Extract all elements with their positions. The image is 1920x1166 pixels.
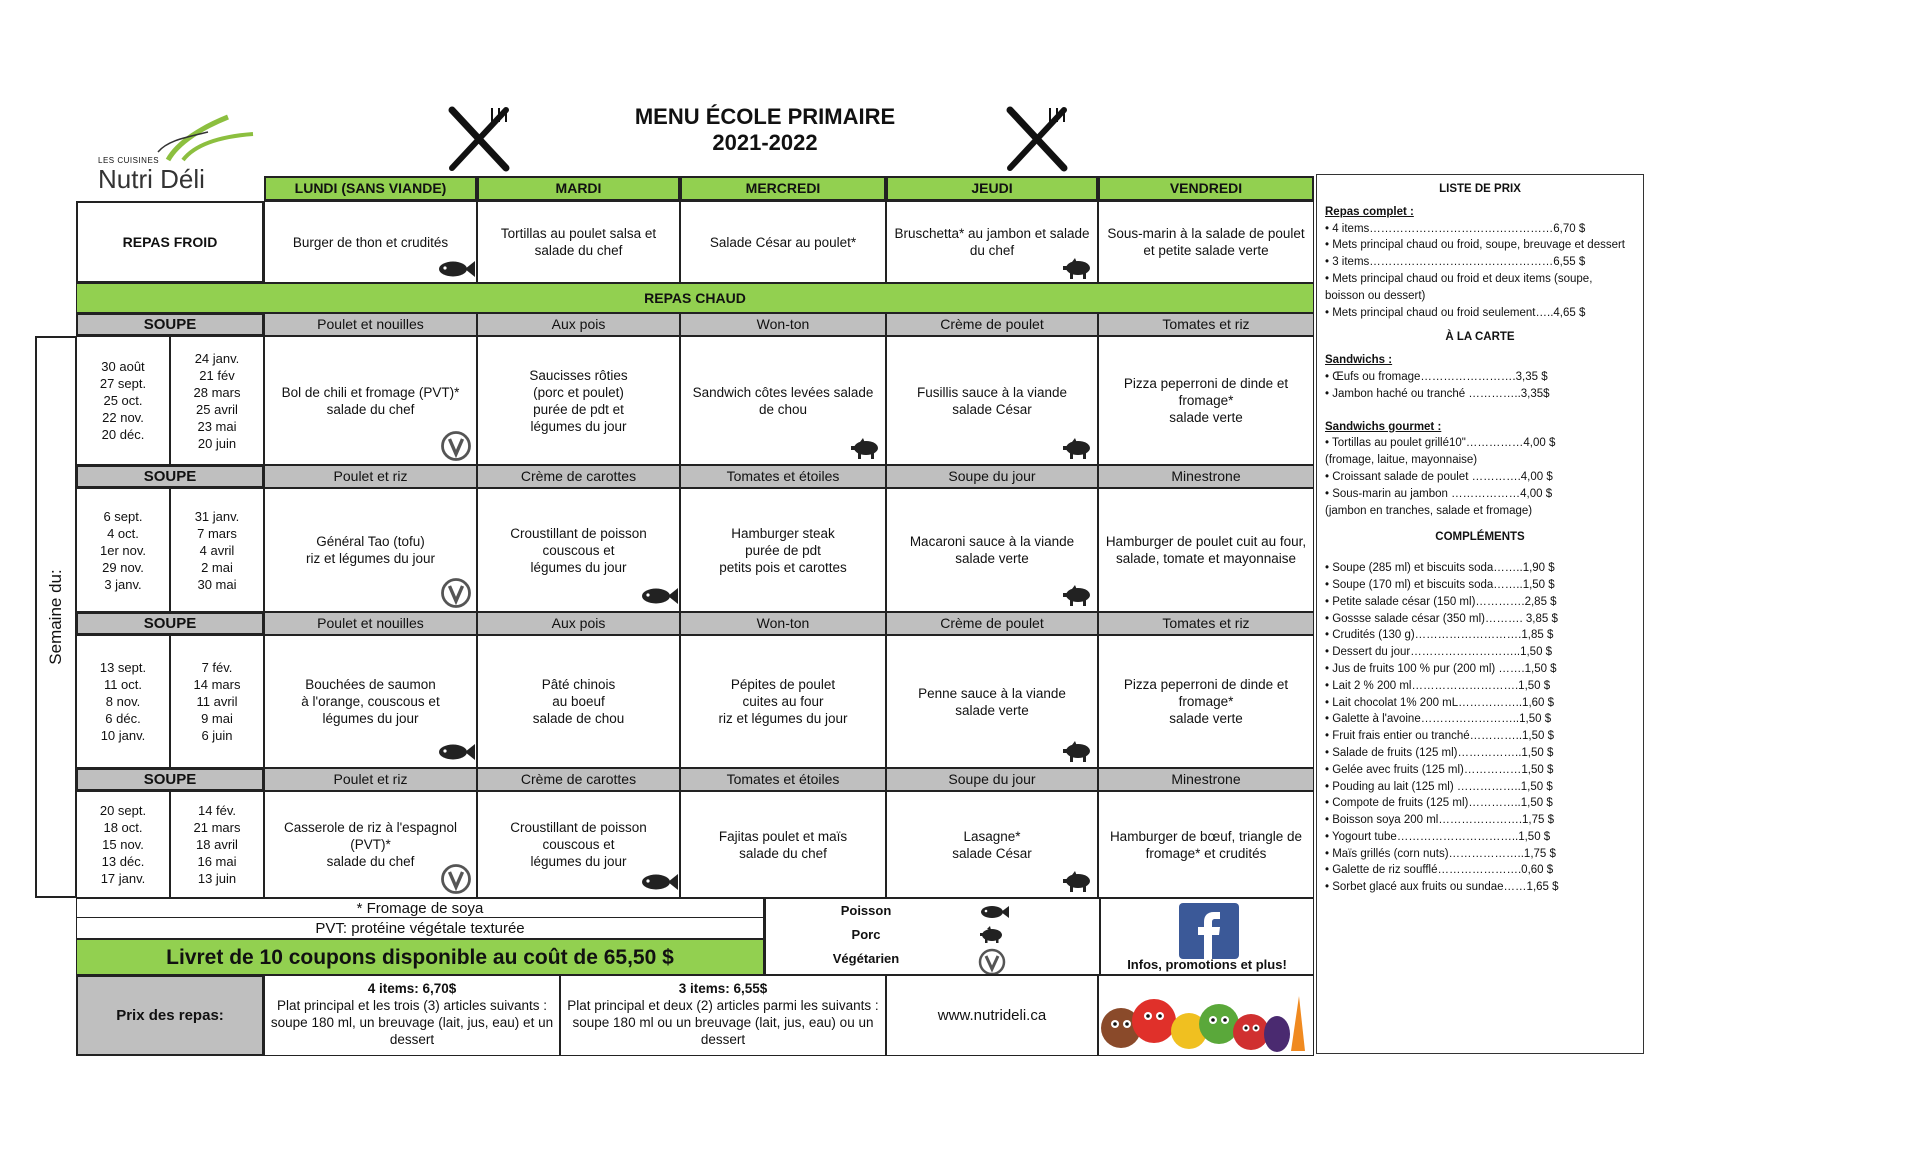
soup-of-day: Soupe du jour [886, 768, 1098, 791]
price-line: • Mets principal chaud ou froid et deux items (soupe, boisson ou dessert) [1325, 272, 1593, 302]
cold-meal-item [477, 201, 680, 283]
price-line: • Jus de fruits 100 % pur (200 ml) …….1,50 $ [1325, 662, 1557, 675]
soup-of-day: Crème de poulet [886, 313, 1098, 336]
pig-icon [978, 926, 1006, 944]
meal-name: Croustillant de poisson couscous et légumes du jour [510, 820, 647, 869]
price-list-panel [1316, 174, 1644, 1054]
meal-name: Fajitas poulet et maïs salade du chef [718, 828, 848, 861]
facebook-caption: Infos, promotions et plus! [1127, 957, 1287, 972]
hot-meal-item [477, 336, 680, 465]
day-header: MERCREDI [680, 176, 886, 201]
website-link[interactable]: www.nutrideli.ca [886, 975, 1098, 1056]
cold-meal-item [1098, 201, 1314, 283]
pig-icon [1061, 741, 1095, 763]
hot-meal-item [264, 336, 477, 465]
soup-row-label: SOUPE [76, 465, 264, 488]
meal-name: Fusillis sauce à la viande salade César [916, 384, 1068, 417]
week-dates-fall: 20 sept. 18 oct. 15 nov. 13 déc. 17 janv. [76, 791, 170, 898]
price-line: • Pouding au lait (125 ml) ……………..1,50 $ [1325, 780, 1553, 793]
complements-heading: COMPLÉMENTS [1435, 531, 1525, 544]
vegetable-characters-illustration [1099, 976, 1313, 1055]
hot-meal-banner: REPAS CHAUD [76, 283, 1314, 313]
gourmet-sandwiches-heading: Sandwichs gourmet : [1325, 420, 1442, 433]
soup-of-day: Poulet et riz [264, 465, 477, 488]
soup-of-day: Poulet et nouilles [264, 313, 477, 336]
price-line: • Galette de riz soufflé………………….0,60 $ [1325, 864, 1554, 877]
a-la-carte-heading: À LA CARTE [1445, 331, 1515, 344]
pig-icon [849, 438, 883, 460]
meal-name: Saucisses rôties (porc et poulet) purée de pdt et légumes du jour [529, 367, 628, 434]
pvt-note: PVT: protéine végétale texturée [76, 917, 764, 939]
price-line: • Crudités (130 g)……………………….1,85 $ [1325, 629, 1554, 642]
price-line: • Fruit frais entier ou tranché…………..1,50 $ [1325, 730, 1555, 743]
soup-of-day: Won-ton [680, 612, 886, 635]
soup-of-day: Minestrone [1098, 465, 1314, 488]
soup-of-day: Tomates et étoiles [680, 768, 886, 791]
soup-of-day: Tomates et étoiles [680, 465, 886, 488]
meal-name: Pépites de poulet cuites au four riz et légumes du jour [718, 677, 848, 726]
week-of-label: Semaine du: [35, 336, 77, 898]
day-header: MARDI [477, 176, 680, 201]
meal-price-label: Prix des repas: [76, 975, 264, 1056]
utensils-icon [444, 104, 514, 174]
legend-pork-label: Porc [851, 927, 881, 942]
week-dates-fall: 30 août 27 sept. 25 oct. 22 nov. 20 déc. [76, 336, 170, 465]
meal-name: Macaroni sauce à la viande salade verte [909, 534, 1075, 566]
complete-meal-heading: Repas complet : [1325, 205, 1414, 218]
vegetarian-icon [440, 863, 472, 895]
pig-icon [1061, 871, 1095, 893]
price-line: • Œufs ou fromage…………………….3,35 $ [1325, 370, 1548, 383]
legend-veg-label: Végétarien [832, 951, 900, 966]
hot-meal-item [264, 488, 477, 612]
soup-of-day: Crème de carottes [477, 465, 680, 488]
price-line: • Jambon haché ou tranché …………..3,35$ [1325, 387, 1550, 400]
facebook-promo[interactable] [1100, 898, 1314, 975]
soup-of-day: Aux pois [477, 612, 680, 635]
cold-meal-item [264, 201, 477, 283]
hot-meal-item [680, 635, 886, 768]
meal-name: Tortillas au poulet salsa et salade du chef [500, 226, 657, 258]
price-line: • Sorbet glacé aux fruits ou sundae……1,65 $ [1325, 881, 1559, 894]
fish-icon [639, 585, 679, 607]
vegetable-characters-image [1098, 975, 1314, 1056]
price-line: • 4 items…………………………………………6,70 $ [1325, 222, 1586, 235]
hot-meal-item [477, 791, 680, 898]
fish-icon [436, 741, 476, 763]
price-line: • Lait 2 % 200 ml……………………….1,50 $ [1325, 679, 1551, 692]
soup-row-label: SOUPE [76, 313, 264, 336]
utensils-icon [1002, 104, 1072, 174]
hot-meal-item [264, 635, 477, 768]
day-header: LUNDI (SANS VIANDE) [264, 176, 477, 201]
three-items-description: Plat principal et deux (2) articles parmi les suivants : soupe 180 ml ou un breuvage (lait, jus, eau) ou un dessert [567, 998, 879, 1047]
hot-meal-item [1098, 488, 1314, 612]
cold-meal-label: REPAS FROID [76, 201, 264, 283]
four-items-description: Plat principal et les trois (3) articles suivants : soupe 180 ml, un breuvage (lait, jus, eau) et un dessert [270, 998, 554, 1047]
price-line: • Tortillas au poulet grillé10"……………4,00 $ [1325, 437, 1556, 450]
meal-name: Sous-marin à la salade de poulet et petite salade verte [1107, 226, 1305, 258]
price-line: • Yogourt tube…………………………..1,50 $ [1325, 830, 1551, 843]
price-line: • Boisson soya 200 ml………………….1,75 $ [1325, 814, 1555, 827]
meal-name: Hamburger de poulet cuit au four, salade, tomate et mayonnaise [1105, 534, 1307, 566]
vegetarian-icon [978, 948, 1006, 975]
hot-meal-item [680, 336, 886, 465]
meal-name: Burger de thon et crudités [292, 234, 449, 250]
hot-meal-item [1098, 336, 1314, 465]
coupon-booklet-banner: Livret de 10 coupons disponible au coût de 65,50 $ [76, 939, 764, 975]
logo-small-text: LES CUISINES [98, 156, 160, 165]
price-line: • Salade de fruits (125 ml)……………..1,50 $ [1325, 746, 1554, 759]
vegetarian-icon [440, 577, 472, 609]
soup-row-label: SOUPE [76, 612, 264, 635]
facebook-icon[interactable] [1179, 903, 1239, 959]
price-line: • Maïs grillés (corn nuts)………………..1,75 $ [1325, 847, 1556, 860]
hot-meal-item [886, 488, 1098, 612]
soup-of-day: Crème de carottes [477, 768, 680, 791]
price-line: • 3 items…………………………………………6,55 $ [1325, 256, 1586, 269]
price-list-title: LISTE DE PRIX [1439, 183, 1521, 195]
soup-of-day: Poulet et riz [264, 768, 477, 791]
meal-name: Bouchées de saumon à l'orange, couscous et légumes du jour [301, 677, 440, 726]
price-line: • Gelée avec fruits (125 ml)……………1,50 $ [1325, 763, 1554, 776]
week-dates-winter: 24 janv. 21 fév 28 mars 25 avril 23 mai 20 juin [170, 336, 264, 465]
meal-name: Bruschetta* au jambon et salade du chef [894, 226, 1090, 258]
nutrideli-logo [98, 112, 258, 192]
meal-name: Croustillant de poisson couscous et légumes du jour [510, 525, 647, 575]
fish-icon [639, 871, 679, 893]
price-line: • Mets principal chaud ou froid, soupe, breuvage et dessert [1325, 239, 1626, 252]
price-line: • Gossse salade césar (350 ml)………. 3,85 $ [1325, 612, 1558, 625]
hot-meal-item [477, 488, 680, 612]
meal-name: Lasagne* salade César [952, 828, 1032, 861]
hot-meal-item [680, 488, 886, 612]
page-title [560, 104, 970, 156]
cold-meal-item [680, 201, 886, 283]
title-line-1: MENU ÉCOLE PRIMAIRE [634, 104, 896, 129]
four-items-title: 4 items: 6,70$ [367, 981, 457, 996]
meal-name: Penne sauce à la viande salade verte [918, 685, 1066, 718]
day-header: JEUDI [886, 176, 1098, 201]
price-line: (jambon en tranches, salade et fromage) [1325, 504, 1533, 517]
meal-name: Pizza peperroni de dinde et fromage* salade verte [1123, 376, 1289, 425]
price-line: • Lait chocolat 1% 200 mL……………..1,60 $ [1325, 696, 1555, 709]
four-items-offer [264, 975, 560, 1056]
cold-meal-item [886, 201, 1098, 283]
pig-icon [1061, 438, 1095, 460]
soup-row-label: SOUPE [76, 768, 264, 791]
day-header: VENDREDI [1098, 176, 1314, 201]
icon-legend [764, 898, 1100, 975]
week-dates-winter: 14 fév. 21 mars 18 avril 16 mai 13 juin [170, 791, 264, 898]
soy-cheese-note: * Fromage de soya [76, 898, 764, 917]
meal-name: Bol de chili et fromage (PVT)* salade du chef [281, 384, 460, 417]
hot-meal-item [886, 336, 1098, 465]
price-line: • Sous-marin au jambon ………………4,00 $ [1325, 487, 1553, 500]
price-line: • Mets principal chaud ou froid seulement…..4,65 $ [1325, 306, 1586, 319]
hot-meal-item [886, 635, 1098, 768]
soup-of-day: Tomates et riz [1098, 612, 1314, 635]
price-line: • Dessert du jour………………………..1,50 $ [1325, 646, 1553, 659]
soup-of-day: Poulet et nouilles [264, 612, 477, 635]
week-dates-fall: 6 sept. 4 oct. 1er nov. 29 nov. 3 janv. [76, 488, 170, 612]
meal-name: Hamburger de bœuf, triangle de fromage* et crudités [1109, 828, 1303, 861]
price-line: • Galette à l'avoine……………………..1,50 $ [1325, 713, 1552, 726]
soup-of-day: Won-ton [680, 313, 886, 336]
soup-of-day: Minestrone [1098, 768, 1314, 791]
meal-name: Salade César au poulet* [709, 234, 857, 250]
price-line: • Soupe (285 ml) et biscuits soda……..1,90 $ [1325, 562, 1555, 575]
soup-of-day: Soupe du jour [886, 465, 1098, 488]
soup-of-day: Crème de poulet [886, 612, 1098, 635]
three-items-offer [560, 975, 886, 1056]
price-line: • Croissant salade de poulet ………….4,00 $ [1325, 470, 1553, 483]
pig-icon [1061, 258, 1095, 280]
week-dates-winter: 31 janv. 7 mars 4 avril 2 mai 30 mai [170, 488, 264, 612]
meal-name: Pâté chinois au boeuf salade de chou [532, 677, 625, 726]
fish-icon [436, 258, 476, 280]
soup-of-day: Aux pois [477, 313, 680, 336]
hot-meal-item [886, 791, 1098, 898]
meal-name: Casserole de riz à l'espagnol (PVT)* salade du chef [284, 820, 457, 869]
meal-name: Sandwich côtes levées salade de chou [692, 384, 874, 417]
hot-meal-item [1098, 635, 1314, 768]
vegetarian-icon [440, 430, 472, 462]
meal-name: Pizza peperroni de dinde et fromage* salade verte [1123, 677, 1289, 726]
logo-brand-text: Nutri Déli [98, 164, 205, 194]
week-dates-fall: 13 sept. 11 oct. 8 nov. 6 déc. 10 janv. [76, 635, 170, 768]
fish-icon [978, 903, 1010, 921]
sandwiches-heading: Sandwichs : [1325, 354, 1393, 367]
price-line: (fromage, laitue, mayonnaise) [1325, 454, 1478, 467]
hot-meal-item [264, 791, 477, 898]
price-line: • Compote de fruits (125 ml)…………..1,50 $ [1325, 797, 1553, 810]
title-line-2: 2021-2022 [712, 130, 818, 155]
soup-of-day: Tomates et riz [1098, 313, 1314, 336]
hot-meal-item [477, 635, 680, 768]
price-line: • Petite salade césar (150 ml)………….2,85 $ [1325, 595, 1557, 608]
price-line: • Soupe (170 ml) et biscuits soda……..1,50 $ [1325, 578, 1555, 591]
pig-icon [1061, 585, 1095, 607]
hot-meal-item [680, 791, 886, 898]
hot-meal-item [1098, 791, 1314, 898]
meal-name: Hamburger steak purée de pdt petits pois et carottes [719, 525, 847, 575]
three-items-title: 3 items: 6,55$ [678, 981, 768, 996]
legend-fish-label: Poisson [840, 903, 892, 918]
meal-name: Général Tao (tofu) riz et légumes du jour [305, 534, 436, 566]
week-dates-winter: 7 fév. 14 mars 11 avril 9 mai 6 juin [170, 635, 264, 768]
